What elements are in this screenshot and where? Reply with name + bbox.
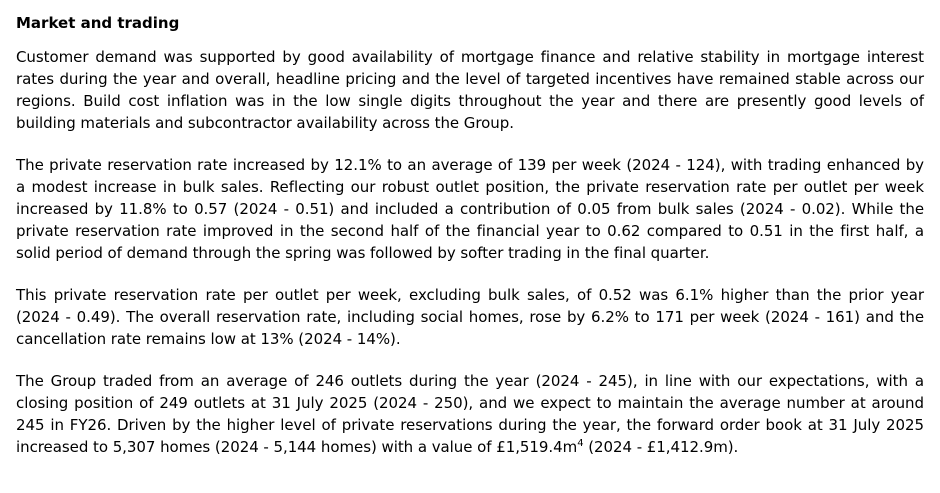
paragraph-text-end: (2024 - £1,412.9m). [583,438,739,456]
paragraph-rate-excluding-bulk-sales: This private reservation rate per outlet per week, excluding bulk sales, of 0.52 was 6.1% higher than the prior year (2024 - 0.49). The overall reservation rate, including social homes, rose by 6.2% to 171 per week (2024 - 161) and the cancellation rate remains low at 13% (2024 - 14%). [16,286,924,348]
paragraph-private-reservation-rate: The private reservation rate increased by 12.1% to an average of 139 per week (2024 - 124), with trading enhanced by a modest increase in bulk sales. Reflecting our robust outlet position, the private reservation rate per outlet per week increased by 11.8% to 0.57 (2024 - 0.51) and included a contribution of 0.05 from bulk sales (2024 - 0.02). While the private reservation rate improved in the second half of the financial year to 0.62 compared to 0.51 in the first half, a solid period of demand through the spring was followed by softer trading in the final quarter. [16,156,924,262]
document-body [16,12,924,458]
section-heading: Market and trading [16,14,180,32]
paragraph-customer-demand: Customer demand was supported by good availability of mortgage finance and relative stability in mortgage interest rates during the year and overall, headline pricing and the level of targeted incentives have remained stable across our regions. Build cost inflation was in the low single digits throughout the year and there are presently good levels of building materials and subcontractor availability across the Group. [16,48,924,132]
paragraph-outlets-and-order-book [16,370,924,458]
paragraph-text: The Group traded from an average of 246 outlets during the year (2024 - 245), in line with our expectations, with a closing position of 249 outlets at 31 July 2025 (2024 - 250), and we expect to maintain the average number at around 245 in FY26. Driven by the higher level of private reservations during the year, the forward order book at 31 July 2025 increased to 5,307 homes (2024 - 5,144 homes) with a value of £1,519.4m [16,372,924,456]
footnote-marker: 4 [577,438,584,449]
